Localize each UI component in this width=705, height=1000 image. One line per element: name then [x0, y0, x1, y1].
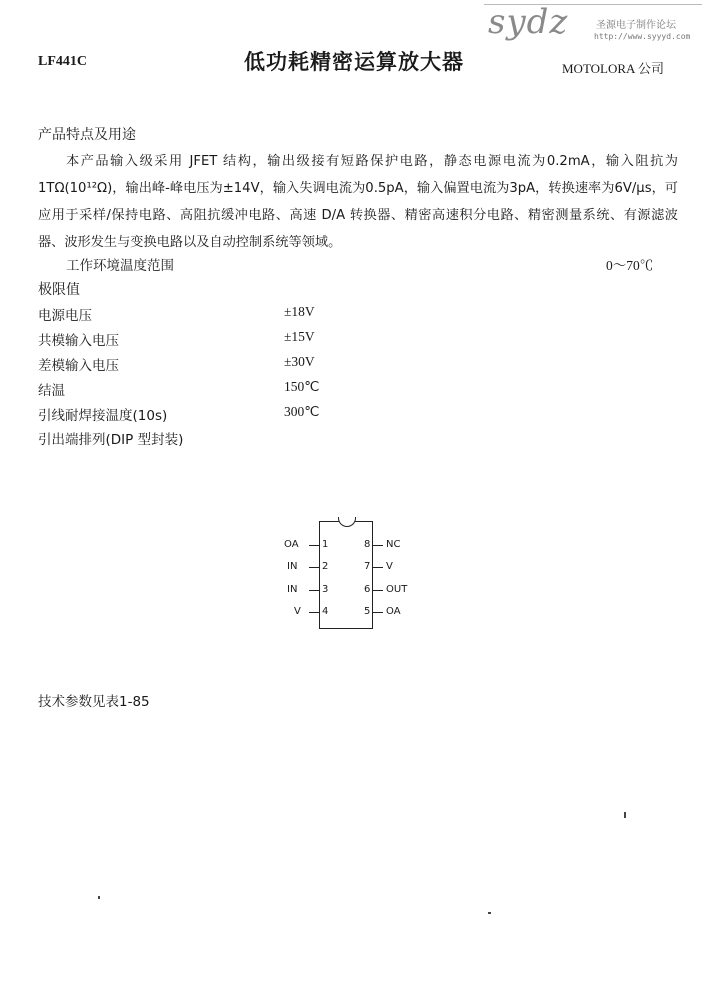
pin-number: 4 [322, 606, 329, 617]
temp-range-label: 工作环境温度范围 [66, 258, 174, 274]
pin-lead [309, 590, 319, 591]
scan-speck [624, 812, 626, 818]
pin-lead [373, 567, 383, 568]
manufacturer: MOTOLORA 公司 [562, 61, 664, 76]
pin-label: NC [386, 539, 401, 550]
pin-number: 5 [364, 606, 371, 617]
scan-speck [98, 896, 100, 899]
table-reference: 技术参数见表1-85 [38, 694, 150, 710]
features-heading: 产品特点及用途 [38, 127, 136, 143]
pin-lead [309, 567, 319, 568]
pin-lead [373, 590, 383, 591]
pin-label: OA [284, 539, 299, 550]
pin-lead [309, 545, 319, 546]
pinout-heading: 引出端排列(DIP 型封装) [38, 432, 184, 448]
page-title: 低功耗精密运算放大器 [244, 50, 464, 74]
pin-number: 7 [364, 561, 371, 572]
watermark-url: http://www.syyyd.com [594, 32, 691, 41]
pin-lead [373, 545, 383, 546]
pin-label: OA [386, 606, 401, 617]
pin-label: V [386, 561, 393, 572]
pin-lead [373, 612, 383, 613]
limit-label: 结温 [38, 383, 65, 399]
watermark-logo: sydz [488, 2, 569, 42]
limit-label: 共模输入电压 [38, 333, 119, 349]
limit-label: 引线耐焊接温度(10s) [38, 408, 168, 424]
pin-label: IN [287, 561, 298, 572]
temp-range-value: 0～70℃ [606, 258, 654, 273]
limits-heading: 极限值 [38, 282, 80, 298]
pin-number: 2 [322, 561, 329, 572]
scan-speck [488, 912, 491, 914]
pin-number: 1 [322, 539, 329, 550]
watermark [488, 2, 702, 46]
pin-number: 6 [364, 584, 371, 595]
watermark-site-name: 圣源电子制作论坛 [596, 20, 676, 31]
limit-value: 150℃ [284, 379, 320, 394]
limit-value: ±15V [284, 329, 315, 344]
pin-number: 3 [322, 584, 329, 595]
pin-number: 8 [364, 539, 371, 550]
features-paragraph: 本产品输入级采用 JFET 结构，输出级接有短路保护电路，静态电源电流为0.2mA，输入阻抗为1TΩ(10¹²Ω)，输出峰-峰电压为±14V，输入失调电流为0.5pA，输入偏置电流为3pA，转换速率为6V/μs，可应用于采样/保持电路、高阻抗缓冲电路、高速 D/A 转换器、精密高速积分电路、精密测量系统、有源滤波器、波形发生与变换电路以及自动控制系统等领域。 [38, 154, 678, 250]
limit-value: ±30V [284, 354, 315, 369]
limit-label: 差模输入电压 [38, 358, 119, 374]
limit-label: 电源电压 [38, 308, 92, 324]
pin-lead [309, 612, 319, 613]
model-number: LF441C [38, 54, 87, 69]
pin-label: IN [287, 584, 298, 595]
limit-value: 300℃ [284, 404, 320, 419]
pin-label: V [294, 606, 301, 617]
limit-value: ±18V [284, 304, 315, 319]
pin-label: OUT [386, 584, 408, 595]
